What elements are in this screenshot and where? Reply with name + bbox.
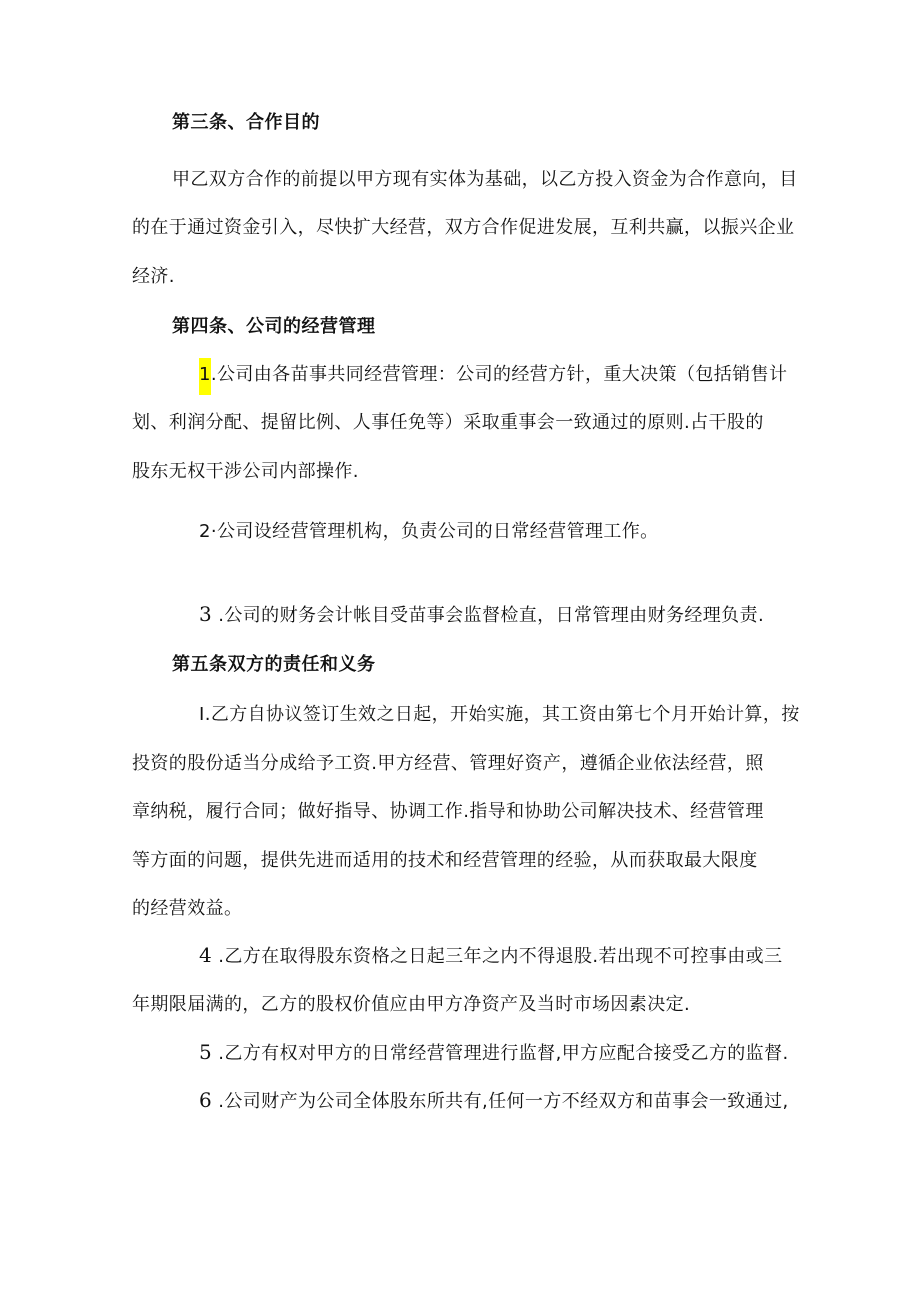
list-number: 2	[199, 521, 211, 542]
paragraph-line: 年期限届满的，乙方的股权价值应由甲方净资产及当时市场因素决定.	[132, 994, 691, 1015]
list-item-text: .公司由各苗事共同经营管理：公司的经营方针，重大决策（包括销售计	[210, 364, 788, 385]
paragraph-line: 的经营效益。	[132, 898, 243, 919]
list-item-I	[199, 700, 800, 726]
paragraph-line: 等方面的问题，提供先进而适用的技术和经营管理的经验，从而获取最大限度	[132, 850, 758, 871]
highlighted-number: 1	[199, 358, 211, 395]
paragraph-line: 甲乙双方合作的前提以甲方现有实体为基础，以乙方投入资金为合作意向，目	[172, 169, 798, 190]
list-item-2	[199, 517, 659, 543]
paragraph-line: 划、利润分配、提留比例、人事任免等）采取重事会一致通过的原则.占干股的	[132, 412, 764, 433]
list-number: 3	[199, 602, 213, 626]
list-item-5	[199, 1039, 789, 1065]
list-item-4	[199, 942, 783, 968]
list-number: I	[199, 704, 205, 725]
section-heading-3: 第三条、合作目的	[172, 112, 320, 133]
list-number: 6	[199, 1088, 213, 1112]
list-item-text: .公司财产为公司全体股东所共有,任何一方不经双方和苗事会一致通过,	[212, 1091, 789, 1112]
list-item-3	[199, 601, 764, 627]
paragraph-line: 经济.	[132, 266, 175, 287]
list-number: 4	[199, 943, 213, 967]
list-item-text: .乙方自协议签订生效之日起，开始实施，其工资由第七个月开始计算，按	[204, 704, 800, 725]
list-item-text: .公司的财务会计帐目受苗事会监督检直，日常管理由财务经理负责.	[212, 605, 765, 626]
list-item-text: ·公司设经营管理机构，负责公司的日常经营管理工作。	[210, 521, 659, 542]
paragraph-line: 股东无权干涉公司内部操作.	[132, 461, 359, 482]
list-number: 5	[199, 1040, 213, 1064]
list-item-text: .乙方有权对甲方的日常经营管理进行监督,甲方应配合接受乙方的监督.	[212, 1043, 789, 1064]
paragraph-line: 章纳税，履行合同；做好指导、协调工作.指导和协助公司解决技术、经营管理	[132, 801, 764, 822]
paragraph-line: 的在于通过资金引入，尽快扩大经营，双方合作促进发展，互利共赢，以振兴企业	[132, 217, 795, 238]
section-heading-4: 第四条、公司的经营管理	[172, 316, 376, 337]
list-item-text: .乙方在取得股东资格之日起三年之内不得退股.若出现不可控事由或三	[212, 946, 783, 967]
paragraph-line: 投资的股份适当分成给予工资.甲方经营、管理好资产，遵循企业依法经营，照	[132, 753, 764, 774]
list-item-1	[199, 360, 787, 386]
list-item-6	[199, 1087, 789, 1113]
section-heading-5: 第五条双方的责任和义务	[172, 654, 376, 675]
